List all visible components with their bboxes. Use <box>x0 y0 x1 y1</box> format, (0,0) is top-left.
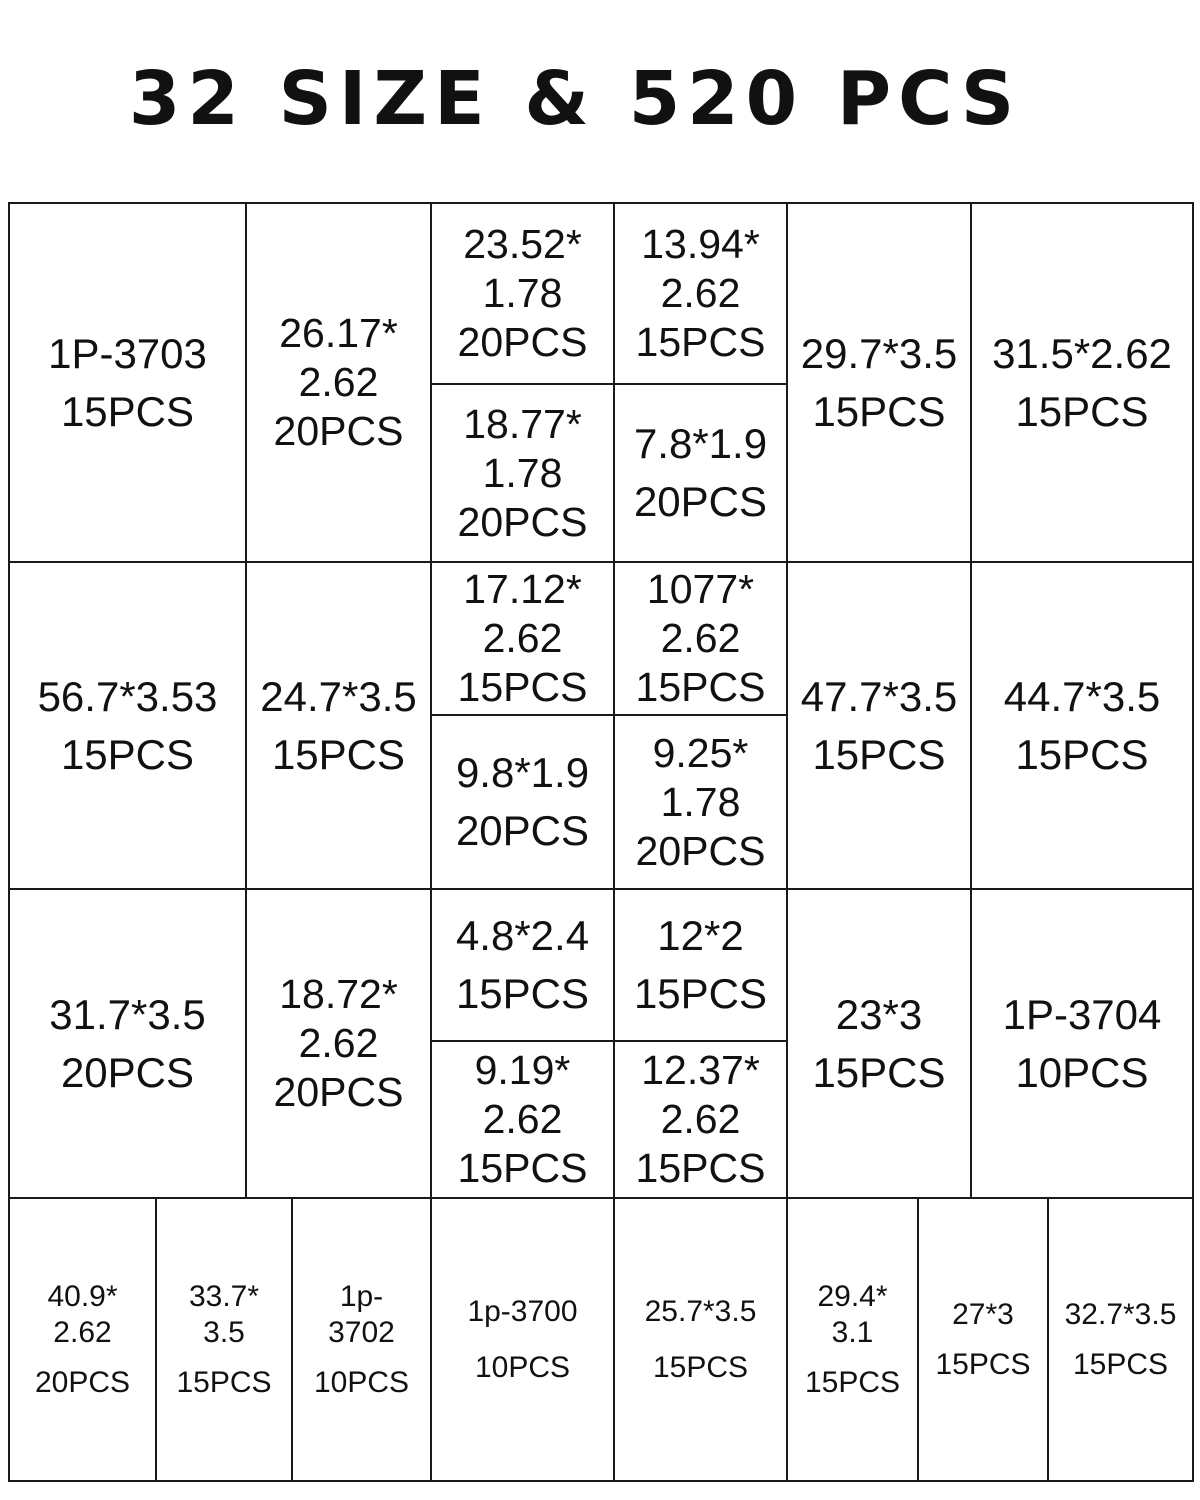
cell-qty-label: 15PCS <box>455 970 590 1017</box>
size-cell <box>247 890 430 1197</box>
cell-size-label: 23*3 <box>835 990 923 1038</box>
cell-size-label: 3.5 <box>203 1315 245 1349</box>
cell-qty-label: 15PCS <box>271 730 406 778</box>
table-border-right <box>1192 202 1194 1482</box>
cell-size-label: 9.19* <box>474 1047 571 1093</box>
size-cell <box>615 890 786 1040</box>
cell-qty-label: 20PCS <box>633 478 768 525</box>
cell-size-label: 56.7*3.53 <box>37 672 218 720</box>
cell-size-label: 1.78 <box>482 270 563 316</box>
size-cell <box>788 1199 917 1480</box>
cell-qty-label: 15PCS <box>635 1145 766 1191</box>
size-cell <box>615 385 786 561</box>
size-cell <box>432 1199 613 1480</box>
table-border-bottom <box>8 1480 1194 1482</box>
cell-qty-label: 20PCS <box>60 1048 195 1096</box>
cell-size-label: 1.78 <box>482 449 563 496</box>
cell-size-label: 31.5*2.62 <box>992 329 1172 377</box>
cell-size-label: 29.7*3.5 <box>800 329 958 377</box>
cell-size-label: 33.7* <box>188 1279 260 1313</box>
cell-qty-label: 15PCS <box>652 1350 749 1384</box>
size-cell <box>615 204 786 383</box>
size-cell <box>10 563 245 888</box>
cell-size-label: 1p-3700 <box>467 1294 578 1328</box>
size-cell <box>157 1199 291 1480</box>
cell-size-label: 47.7*3.5 <box>800 672 958 720</box>
cell-size-label: 1P-3704 <box>1002 990 1162 1038</box>
cell-size-label: 3.1 <box>831 1315 874 1349</box>
cell-size-label: 18.77* <box>463 400 582 447</box>
cell-qty-label: 20PCS <box>273 1069 404 1115</box>
cell-qty-label: 20PCS <box>635 827 766 874</box>
cell-qty-label: 15PCS <box>633 970 768 1017</box>
cell-size-label: 1077* <box>646 566 755 612</box>
cell-qty-label: 15PCS <box>812 1048 946 1096</box>
page-title: 32 SIZE & 520 PCS <box>128 56 1022 142</box>
cell-size-label: 2.62 <box>660 615 741 661</box>
cell-size-label: 44.7*3.5 <box>1003 672 1161 720</box>
cell-qty-label: 10PCS <box>313 1365 410 1399</box>
cell-qty-label: 15PCS <box>176 1365 272 1399</box>
size-cell <box>615 716 786 888</box>
cell-size-label: 24.7*3.5 <box>260 672 417 720</box>
cell-size-label: 1.78 <box>660 778 741 825</box>
cell-qty-label: 15PCS <box>1072 1347 1169 1381</box>
size-cell <box>432 385 613 561</box>
cell-size-label: 2.62 <box>660 270 741 316</box>
size-cell <box>432 716 613 888</box>
size-cell <box>247 563 430 888</box>
cell-size-label: 17.12* <box>463 566 582 612</box>
cell-qty-label: 15PCS <box>60 730 195 778</box>
size-cell <box>10 204 245 561</box>
cell-size-label: 2.62 <box>298 1020 379 1066</box>
cell-size-label: 27*3 <box>952 1297 1014 1331</box>
size-cell <box>432 890 613 1040</box>
cell-size-label: 9.8*1.9 <box>455 749 590 796</box>
cell-qty-label: 15PCS <box>635 664 766 710</box>
size-cell <box>1049 1199 1192 1480</box>
size-cell <box>972 890 1192 1197</box>
cell-size-label: 2.62 <box>660 1096 741 1142</box>
cell-size-label: 23.52* <box>463 221 582 267</box>
cell-size-label: 2.62 <box>298 359 379 405</box>
cell-qty-label: 20PCS <box>457 319 588 365</box>
cell-size-label: 29.4* <box>817 1279 888 1313</box>
cell-qty-label: 15PCS <box>635 319 766 365</box>
cell-size-label: 18.72* <box>279 971 398 1017</box>
cell-size-label: 4.8*2.4 <box>455 912 590 959</box>
cell-size-label: 12*2 <box>657 912 744 959</box>
cell-size-label: 3702 <box>328 1315 395 1349</box>
cell-size-label: 7.8*1.9 <box>633 420 768 467</box>
size-cell <box>788 890 970 1197</box>
size-cell <box>972 204 1192 561</box>
size-cell <box>615 1042 786 1197</box>
cell-size-label: 32.7*3.5 <box>1064 1297 1177 1331</box>
size-cell <box>432 204 613 383</box>
cell-qty-label: 15PCS <box>812 387 946 435</box>
cell-qty-label: 15PCS <box>60 387 195 435</box>
size-cell <box>615 563 786 714</box>
cell-size-label: 25.7*3.5 <box>644 1294 757 1328</box>
cell-size-label: 2.62 <box>482 615 563 661</box>
cell-qty-label: 10PCS <box>474 1350 571 1384</box>
size-cell <box>972 563 1192 888</box>
cell-qty-label: 15PCS <box>1015 387 1149 435</box>
cell-qty-label: 15PCS <box>812 730 946 778</box>
cell-qty-label: 20PCS <box>273 408 404 454</box>
cell-qty-label: 15PCS <box>804 1365 901 1399</box>
cell-size-label: 31.7*3.5 <box>49 990 206 1038</box>
cell-size-label: 12.37* <box>641 1047 760 1093</box>
cell-size-label: 2.62 <box>482 1096 563 1142</box>
size-cell <box>10 1199 155 1480</box>
cell-qty-label: 20PCS <box>455 807 590 854</box>
cell-size-label: 40.9* <box>47 1279 118 1313</box>
size-cell <box>919 1199 1047 1480</box>
cell-qty-label: 15PCS <box>457 664 588 710</box>
cell-qty-label: 15PCS <box>457 1145 588 1191</box>
cell-size-label: 13.94* <box>641 221 760 267</box>
size-cell <box>788 563 970 888</box>
size-cell <box>615 1199 786 1480</box>
cell-qty-label: 10PCS <box>1015 1048 1149 1096</box>
cell-size-label: 2.62 <box>53 1315 112 1349</box>
size-cell <box>10 890 245 1197</box>
size-cell <box>432 563 613 714</box>
cell-qty-label: 20PCS <box>34 1365 131 1399</box>
size-cell <box>788 204 970 561</box>
cell-qty-label: 20PCS <box>457 498 588 545</box>
cell-qty-label: 15PCS <box>1015 730 1149 778</box>
size-cell <box>432 1042 613 1197</box>
size-cell <box>293 1199 430 1480</box>
cell-size-label: 1P-3703 <box>48 329 207 377</box>
cell-qty-label: 15PCS <box>935 1347 1031 1381</box>
cell-size-label: 26.17* <box>279 310 398 356</box>
size-cell <box>247 204 430 561</box>
cell-size-label: 1p- <box>339 1279 384 1313</box>
cell-size-label: 9.25* <box>652 729 749 776</box>
